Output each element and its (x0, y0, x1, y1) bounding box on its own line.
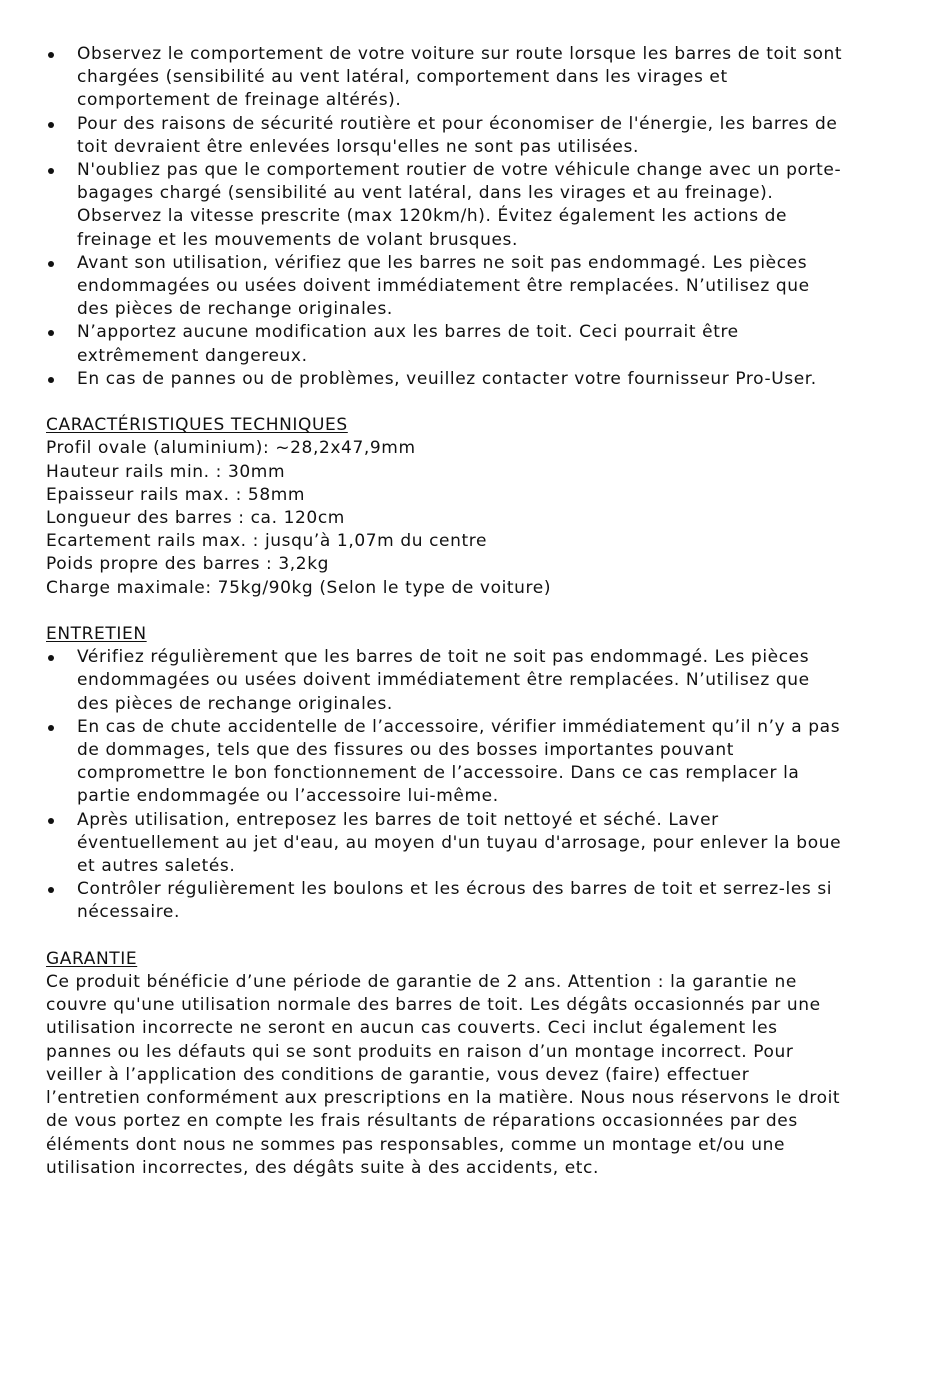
list-item-text: N'oubliez pas que le comportement routier de votre véhicule change avec un porte-bagages chargé (sensibilité au vent latéral, dans les virages et au freinage). Observez la vitesse prescrite (max 120km/h). Évitez également les actions de freinage et les mouvements de volant brusques. (77, 160, 842, 250)
list-item (46, 809, 846, 879)
list-item-text: En cas de chute accidentelle de l’accessoire, vérifier immédiatement qu’il n’y a pas de dommages, tels que des fissures ou des bosses importantes pouvant compromettre le bon fonctionnement de l’accessoire. Dans ce cas remplacer la partie endommagée ou l’accessoire lui-même. (77, 716, 841, 807)
list-item (46, 368, 846, 391)
list-item-text: Après utilisation, entreposez les barres de toit nettoyé et séché. Laver éventuellement au jet d'eau, au moyen d'un tuyau d'arrosage, pour enlever la boue et autres saletés. (77, 809, 842, 877)
list-item (46, 159, 846, 252)
list-item-text: Pour des raisons de sécurité routière et pour économiser de l'énergie, les barres de toit devraient être enlevées lorsqu'elles ne sont pas utilisées. (77, 113, 838, 157)
technical-specs-section (46, 414, 846, 600)
maintenance-bullet-list (46, 646, 846, 924)
document-content (46, 43, 846, 1180)
section-heading: GARANTIE (46, 948, 138, 969)
spec-line: Epaisseur rails max. : 58mm (46, 484, 306, 505)
spec-line: Longueur des barres : ca. 120cm (46, 508, 345, 529)
list-item (46, 113, 846, 159)
list-item-text: En cas de pannes ou de problèmes, veuillez contacter votre fournisseur Pro-User. (77, 368, 817, 389)
maintenance-section (46, 623, 846, 925)
list-item-text: Observez le comportement de votre voiture sur route lorsque les barres de toit sont chargées (sensibilité au vent latéral, comportement dans les virages et comportement de freinage altérés). (77, 44, 843, 111)
list-item-text: Vérifiez régulièrement que les barres de toit ne soit pas endommagé. Les pièces endommagées ou usées doivent immédiatement être remplacées. N’utilisez que des pièces de rechange originales. (77, 647, 810, 714)
list-item (46, 43, 846, 113)
list-item (46, 252, 846, 322)
list-item-text: Avant son utilisation, vérifiez que les barres ne soit pas endommagé. Les pièces endommagées ou usées doivent immédiatement être remplacées. N’utilisez que des pièces de rechange originales. (77, 252, 810, 320)
warranty-paragraph: Ce produit bénéficie d’une période de garantie de 2 ans. Attention : la garantie ne couvre qu'une utilisation normale des barres de toit. Les dégâts occasionnés par une utilisation incorrecte ne seront en aucun cas couverts. Ceci inclut également les pannes ou les défauts qui se sont produits en raison d’un montage incorrect. Pour veiller à l’application des conditions de garantie, vous devez (faire) effectuer l’entretien conformément aux prescriptions en la matière. Nous nous réservons le droit de vous portez en compte les frais résultants de réparations occasionnées par des éléments dont nous ne sommes pas responsables, comme un montage et/ou une utilisation incorrectes, des dégâts suite à des accidents, etc. (46, 972, 841, 1178)
section-heading: CARACTÉRISTIQUES TECHNIQUES (46, 415, 348, 436)
safety-bullet-list (46, 43, 846, 391)
spec-line: Hauteur rails min. : 30mm (46, 461, 286, 482)
list-item (46, 646, 846, 716)
list-item (46, 321, 846, 367)
spec-line: Poids propre des barres : 3,2kg (46, 554, 330, 575)
list-item-text: N’apportez aucune modification aux les barres de toit. Ceci pourrait être extrêmement dangereux. (77, 322, 739, 366)
section-heading: ENTRETIEN (46, 624, 147, 645)
spec-line: Ecartement rails max. : jusqu’à 1,07m du centre (46, 531, 488, 552)
list-item (46, 716, 846, 809)
list-item-text: Contrôler régulièrement les boulons et les écrous des barres de toit et serrez-les si nécessaire. (77, 879, 833, 923)
spec-line: Charge maximale: 75kg/90kg (Selon le type de voiture) (46, 577, 552, 598)
spec-line: Profil ovale (aluminium): ~28,2x47,9mm (46, 438, 416, 459)
list-item (46, 878, 846, 924)
warranty-section (46, 948, 846, 1180)
